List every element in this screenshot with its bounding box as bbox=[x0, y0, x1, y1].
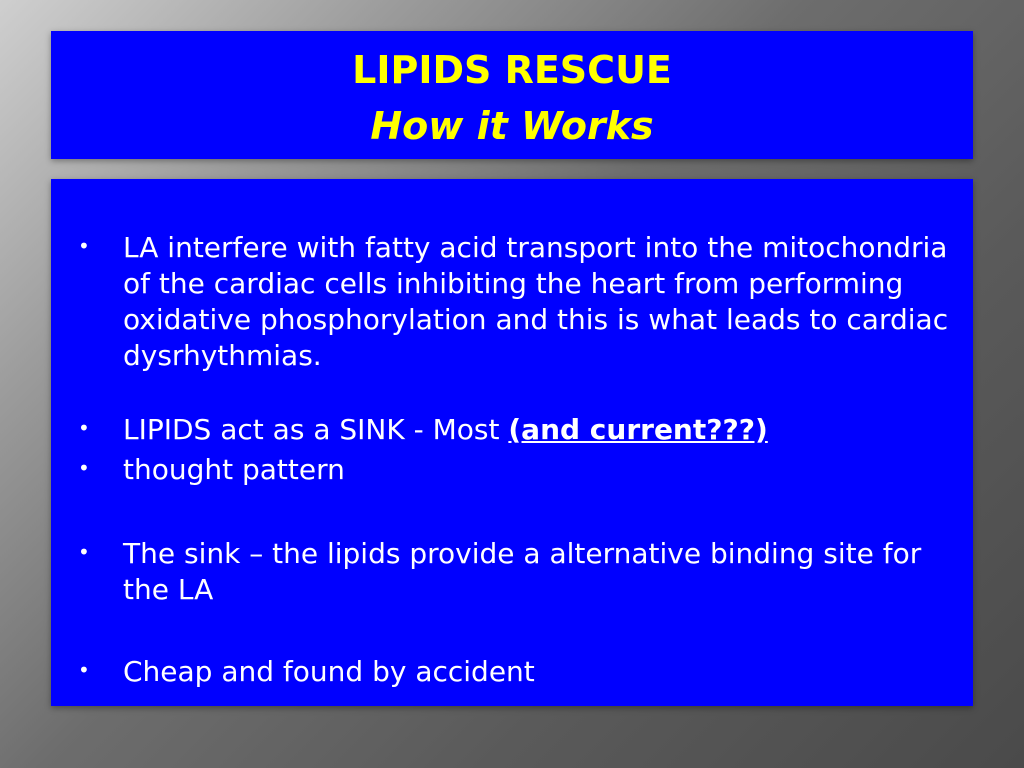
bullet-text: LIPIDS act as a SINK - Most bbox=[123, 413, 509, 446]
bullet-emphasis: (and current???) bbox=[508, 413, 768, 446]
bullet-marker: • bbox=[78, 416, 90, 440]
bullet-text: Cheap and found by accident bbox=[123, 655, 535, 688]
bullet-marker: • bbox=[78, 658, 90, 682]
title-panel bbox=[51, 31, 973, 159]
bullet-marker: • bbox=[78, 540, 90, 564]
bullet-text: thought pattern bbox=[123, 453, 345, 486]
bullet-text: The sink – the lipids provide a alternative binding site for the LA bbox=[123, 537, 922, 606]
bullet-marker: • bbox=[78, 234, 90, 258]
slide-title: LIPIDS RESCUE bbox=[352, 48, 672, 92]
bullet-text-group bbox=[123, 412, 965, 448]
slide-subtitle: How it Works bbox=[370, 104, 654, 148]
bullet-marker: • bbox=[78, 456, 90, 480]
bullet-text: LA interfere with fatty acid transport into the mitochondria of the cardiac cells inhibiting the heart from performing oxidative phosphorylation and this is what leads to cardiac dysrhythmias. bbox=[123, 231, 949, 372]
content-panel bbox=[51, 179, 973, 706]
